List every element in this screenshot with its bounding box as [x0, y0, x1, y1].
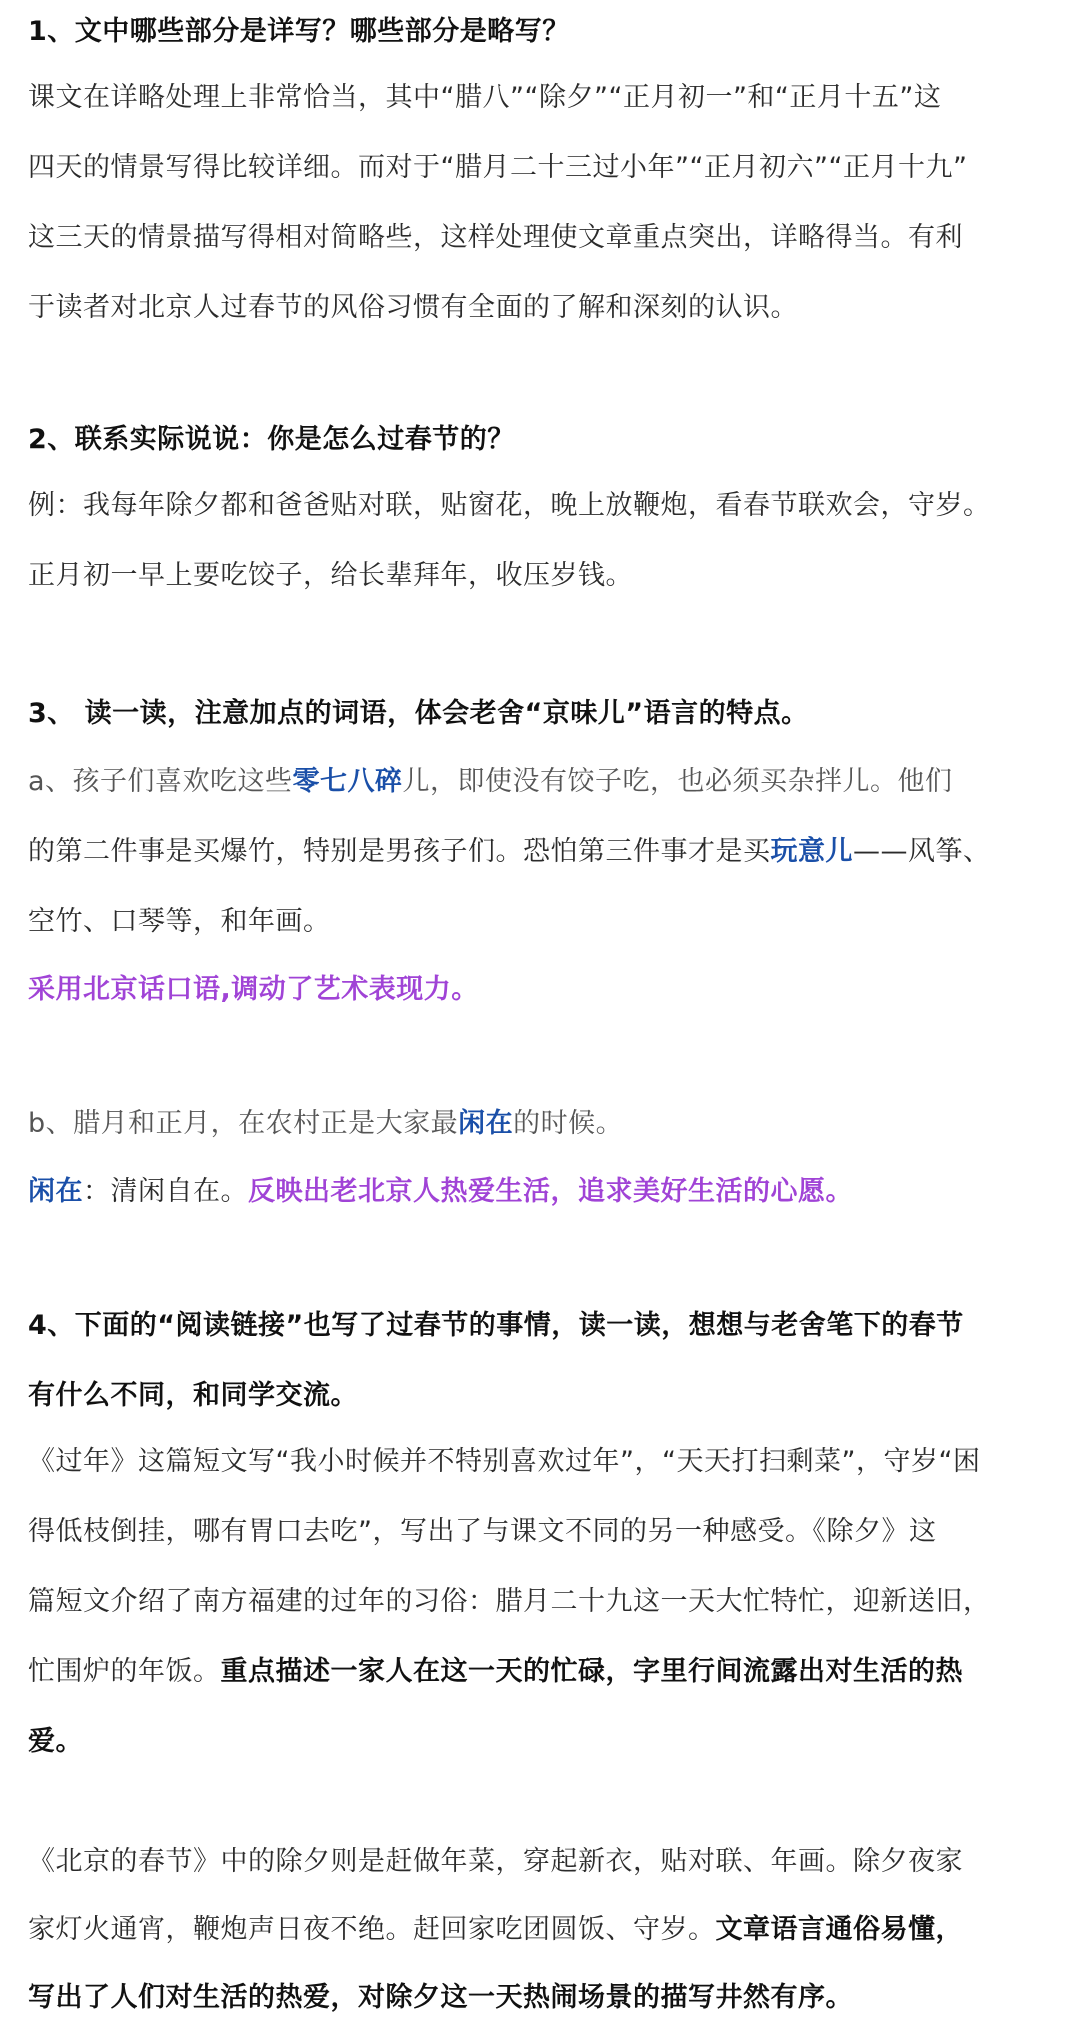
question-4-p1-line-1: 《过年》这篇短文写“我小时候并不特别喜欢过年”，“天天打扫剩菜”，守岁“困	[28, 1446, 981, 1477]
question-3-a-note: 采用北京话口语,调动了艺术表现力。	[28, 974, 479, 1005]
question-4-p1-line-3: 篇短文介绍了南方福建的过年的习俗：腊月二十九这一天大忙特忙，迎新送旧，	[28, 1586, 991, 1617]
question-1-title: 1、文中哪些部分是详写？哪些部分是略写？	[28, 16, 570, 47]
highlighted-word: 闲在	[28, 1176, 83, 1207]
question-4-p2-line-3: 写出了人们对生活的热爱，对除夕这一天热闹场景的描写井然有序。	[28, 1982, 853, 2013]
question-3-b-line-1	[28, 1104, 1080, 1144]
question-4-p1-line-2: 得低枝倒挂，哪有胃口去吃”，写出了与课文不同的另一种感受。《除夕》这	[28, 1516, 937, 1547]
question-2-line-2: 正月初一早上要吃饺子，给长辈拜年，收压岁钱。	[28, 560, 633, 591]
text-segment: 忙围炉的年饭。	[28, 1656, 221, 1687]
question-1-line-4: 于读者对北京人过春节的风俗习惯有全面的了解和深刻的认识。	[28, 292, 798, 323]
text-segment: b、腊月和正月，在农村正是大家最	[28, 1108, 459, 1139]
text-segment: 的第二件事是买爆竹，特别是男孩子们。恐怕第三件事才是买	[28, 836, 771, 867]
highlighted-word: 闲在	[458, 1108, 514, 1139]
highlighted-word: 零七八碎	[292, 766, 403, 797]
text-segment: 家灯火通宵，鞭炮声日夜不绝。赶回家吃团圆饭、守岁。	[28, 1914, 716, 1945]
text-segment: 的时候。	[513, 1108, 624, 1139]
question-2-title: 2、联系实际说说：你是怎么过春节的？	[28, 424, 515, 455]
text-segment: 儿，即使没有饺子吃，也必须买杂拌儿。他们	[402, 766, 953, 797]
bold-segment: 文章语言通俗易懂，	[715, 1914, 963, 1945]
question-3-title: 3、 读一读，注意加点的词语，体会老舍“京味儿”语言的特点。	[28, 698, 809, 729]
question-2-line-1: 例：我每年除夕都和爸爸贴对联，贴窗花，晚上放鞭炮，看春节联欢会，守岁。	[28, 490, 991, 521]
text-segment: ：清闲自在。	[83, 1176, 248, 1207]
question-4-p1-line-4	[28, 1652, 1080, 1692]
question-3-a-line-3: 空竹、口琴等，和年画。	[28, 906, 331, 937]
question-4-title-line-1: 4、下面的“阅读链接”也写了过春节的事情，读一读，想想与老舍笔下的春节	[28, 1310, 964, 1341]
question-3-a-line-1	[28, 762, 1080, 802]
question-4-title-line-2: 有什么不同，和同学交流。	[28, 1380, 358, 1411]
question-1-line-3: 这三天的情景描写得相对简略些，这样处理使文章重点突出，详略得当。有利	[28, 222, 963, 253]
highlighted-note: 反映出老北京人热爱生活，追求美好生活的心愿。	[248, 1176, 853, 1207]
highlighted-word: 玩意儿	[770, 836, 853, 867]
bold-segment: 重点描述一家人在这一天的忙碌，字里行间流露出对生活的热	[220, 1656, 963, 1687]
text-segment: a、孩子们喜欢吃这些	[28, 766, 293, 797]
text-segment: ——风筝、	[853, 836, 991, 867]
question-4-p1-line-5: 爱。	[28, 1726, 83, 1757]
question-3-b-line-2	[28, 1172, 1080, 1212]
question-1-line-2: 四天的情景写得比较详细。而对于“腊月二十三过小年”“正月初六”“正月十九”	[28, 152, 968, 183]
question-3-a-line-2	[28, 832, 1080, 872]
question-1-line-1: 课文在详略处理上非常恰当，其中“腊八”“除夕”“正月初一”和“正月十五”这	[28, 82, 942, 113]
question-4-p2-line-1: 《北京的春节》中的除夕则是赶做年菜，穿起新衣，贴对联、年画。除夕夜家	[28, 1846, 963, 1877]
question-4-p2-line-2	[28, 1910, 1080, 1950]
